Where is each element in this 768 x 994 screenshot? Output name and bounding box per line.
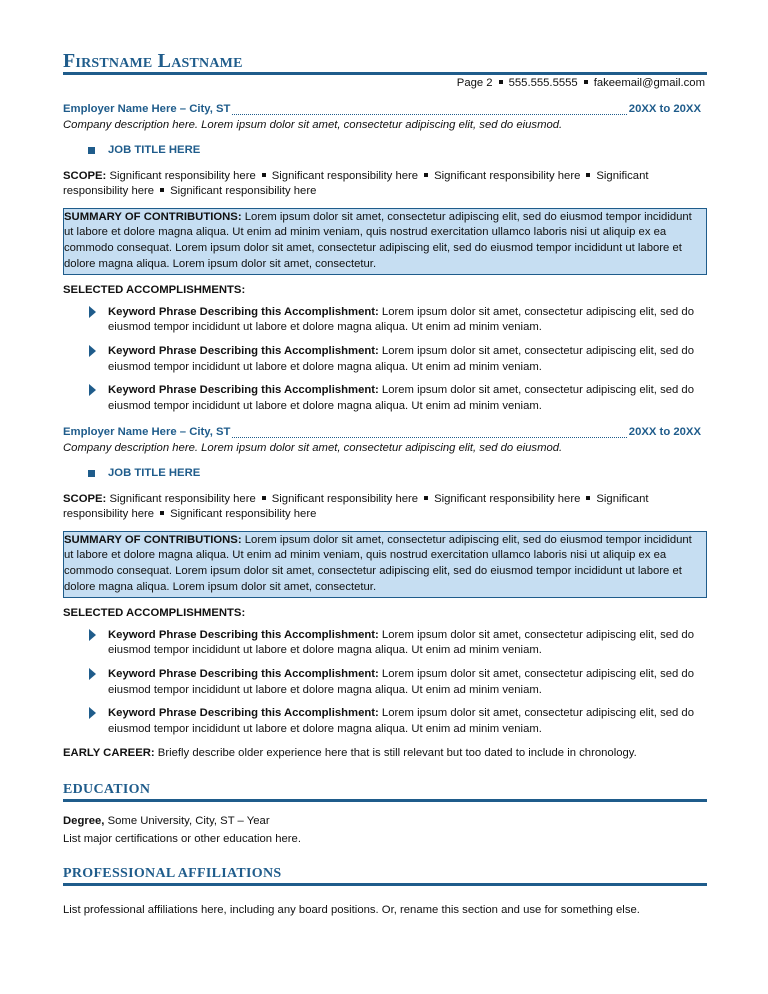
accomplishment-text: Lorem ipsum dolor sit amet, consectetur adipiscing elit, sed do eiusmod tempor incididunt ut labore et dolore magna aliqua. Ut enim ad minim veniam. bbox=[108, 344, 694, 373]
job-title-row bbox=[88, 143, 707, 159]
accomplishment-keyword: Keyword Phrase Describing this Accomplishment: bbox=[108, 344, 379, 357]
employer-name: Employer Name Here – City, ST bbox=[63, 426, 231, 438]
accomplishment-keyword: Keyword Phrase Describing this Accomplishment: bbox=[108, 628, 379, 641]
accomplishment-keyword: Keyword Phrase Describing this Accomplishment: bbox=[108, 305, 379, 318]
job-title-row bbox=[88, 466, 707, 482]
scope-label: SCOPE: bbox=[63, 169, 107, 182]
bullet-square-icon bbox=[424, 173, 428, 177]
early-career-label: EARLY CAREER: bbox=[63, 747, 155, 759]
triangle-bullet-icon bbox=[89, 306, 96, 318]
scope-item: Significant responsibility here bbox=[434, 169, 581, 182]
accomplishment-text: Lorem ipsum dolor sit amet, consectetur adipiscing elit, sed do eiusmod tempor incididunt ut labore et dolore magna aliqua. Ut enim ad minim veniam. bbox=[108, 667, 694, 696]
scope-item: Significant responsibility here bbox=[109, 169, 256, 182]
candidate-name: Firstname Lastname bbox=[63, 50, 243, 72]
employment-dates: 20XX to 20XX bbox=[628, 103, 701, 115]
degree-line bbox=[63, 814, 707, 830]
employer-name: Employer Name Here – City, ST bbox=[63, 103, 231, 115]
scope-item: Significant responsibility here bbox=[63, 492, 649, 521]
early-career bbox=[63, 746, 707, 762]
scope-item: Significant responsibility here bbox=[271, 492, 419, 505]
job-title: JOB TITLE HERE bbox=[108, 144, 201, 157]
scope-item: Significant responsibility here bbox=[63, 169, 649, 198]
accomplishments-heading: SELECTED ACCOMPLISHMENTS: bbox=[63, 284, 246, 297]
bullet-square-icon bbox=[499, 80, 503, 84]
education-rule bbox=[63, 799, 707, 802]
scope-item: Significant responsibility here bbox=[271, 169, 419, 182]
accomplishments-heading: SELECTED ACCOMPLISHMENTS: bbox=[63, 607, 246, 620]
certifications-line: List major certifications or other education here. bbox=[63, 832, 301, 845]
summary-text: Lorem ipsum dolor sit amet, consectetur adipiscing elit, sed do eiusmod tempor incididunt ut labore et dolore magna aliqua. Ut enim ad minim veniam, quis nostrud exercitation ullamco laboris nisi ut aliquip ex ea commodo consequat. Lorem ipsum dolor sit amet, consectetur adipiscing elit, sed do eiusmod tempor incididunt ut labore et dolore magna aliqua. Lorem ipsum dolor sit amet, consectetur. bbox=[64, 210, 692, 270]
education-section bbox=[63, 814, 707, 847]
scope-item: Significant responsibility here bbox=[434, 492, 581, 505]
page-number: Page 2 bbox=[456, 77, 493, 89]
early-career-text: Briefly describe older experience here that is still relevant but too dated to include in chronology. bbox=[154, 747, 637, 759]
triangle-bullet-icon bbox=[89, 629, 96, 641]
scope-paragraph bbox=[63, 169, 707, 200]
affiliations-text: List professional affiliations here, including any board positions. Or, rename this section and use for something else. bbox=[63, 904, 640, 916]
summary-box bbox=[63, 531, 707, 598]
job-entry-1 bbox=[63, 102, 707, 422]
affiliations-heading: PROFESSIONAL AFFILIATIONS bbox=[63, 866, 282, 881]
summary-box bbox=[63, 208, 707, 275]
bullet-square-icon bbox=[160, 188, 164, 192]
accomplishment-item bbox=[63, 305, 707, 336]
summary-label: SUMMARY OF CONTRIBUTIONS: bbox=[64, 533, 242, 546]
square-bullet-icon bbox=[88, 470, 95, 477]
bullet-square-icon bbox=[584, 80, 588, 84]
accomplishment-keyword: Keyword Phrase Describing this Accomplishment: bbox=[108, 707, 379, 720]
scope-paragraph bbox=[63, 492, 707, 523]
scope-item: Significant responsibility here bbox=[109, 492, 256, 505]
accomplishment-item bbox=[63, 706, 707, 737]
employer-line bbox=[63, 425, 707, 441]
summary-text: Lorem ipsum dolor sit amet, consectetur adipiscing elit, sed do eiusmod tempor incididunt ut labore et dolore magna aliqua. Ut enim ad minim veniam, quis nostrud exercitation ullamco laboris nisi ut aliquip ex ea commodo consequat. Lorem ipsum dolor sit amet, consectetur adipiscing elit, sed do eiusmod tempor incididunt ut labore et dolore magna aliqua. Lorem ipsum dolor sit amet, consectetur. bbox=[64, 533, 692, 593]
accomplishment-item bbox=[63, 383, 707, 414]
scope-item: Significant responsibility here bbox=[170, 508, 317, 521]
company-description: Company description here. Lorem ipsum dolor sit amet, consectetur adipiscing elit, sed do eiusmod. bbox=[63, 118, 563, 131]
dotted-leader bbox=[232, 437, 626, 438]
degree-label: Degree, bbox=[63, 815, 105, 827]
accomplishment-item bbox=[63, 628, 707, 659]
accomplishment-keyword: Keyword Phrase Describing this Accomplishment: bbox=[108, 384, 379, 397]
summary-label: SUMMARY OF CONTRIBUTIONS: bbox=[64, 210, 242, 223]
accomplishment-item bbox=[63, 667, 707, 698]
bullet-square-icon bbox=[262, 173, 266, 177]
triangle-bullet-icon bbox=[89, 668, 96, 680]
triangle-bullet-icon bbox=[89, 345, 96, 357]
bullet-square-icon bbox=[586, 496, 590, 500]
accomplishment-text: Lorem ipsum dolor sit amet, consectetur adipiscing elit, sed do eiusmod tempor incididunt ut labore et dolore magna aliqua. Ut enim ad minim veniam. bbox=[108, 305, 694, 334]
bullet-square-icon bbox=[586, 173, 590, 177]
scope-item: Significant responsibility here bbox=[170, 185, 317, 198]
job-title: JOB TITLE HERE bbox=[108, 467, 201, 480]
affiliations-rule bbox=[63, 883, 707, 886]
accomplishment-text: Lorem ipsum dolor sit amet, consectetur adipiscing elit, sed do eiusmod tempor incididunt ut labore et dolore magna aliqua. Ut enim ad minim veniam. bbox=[108, 707, 694, 735]
accomplishment-text: Lorem ipsum dolor sit amet, consectetur adipiscing elit, sed do eiusmod tempor incididunt ut labore et dolore magna aliqua. Ut enim ad minim veniam. bbox=[108, 628, 694, 657]
contact-line bbox=[457, 76, 705, 92]
header-rule bbox=[63, 72, 707, 75]
bullet-square-icon bbox=[424, 496, 428, 500]
degree-text: Some University, City, ST – Year bbox=[104, 815, 270, 827]
triangle-bullet-icon bbox=[89, 707, 96, 719]
company-description: Company description here. Lorem ipsum dolor sit amet, consectetur adipiscing elit, sed do eiusmod. bbox=[63, 441, 563, 454]
accomplishment-text: Lorem ipsum dolor sit amet, consectetur adipiscing elit, sed do eiusmod tempor incididunt ut labore et dolore magna aliqua. Ut enim ad minim veniam. bbox=[108, 384, 694, 412]
education-heading: EDUCATION bbox=[63, 782, 151, 797]
email: fakeemail@gmail.com bbox=[593, 77, 705, 89]
dotted-leader bbox=[232, 114, 626, 115]
job-entry-2 bbox=[63, 425, 707, 745]
bullet-square-icon bbox=[262, 496, 266, 500]
phone: 555.555.5555 bbox=[508, 77, 578, 89]
employment-dates: 20XX to 20XX bbox=[628, 426, 701, 438]
employer-line bbox=[63, 102, 707, 118]
scope-label: SCOPE: bbox=[63, 492, 107, 505]
accomplishments-list bbox=[63, 305, 707, 414]
square-bullet-icon bbox=[88, 147, 95, 154]
accomplishments-list bbox=[63, 628, 707, 737]
accomplishment-item bbox=[63, 344, 707, 375]
bullet-square-icon bbox=[160, 511, 164, 515]
triangle-bullet-icon bbox=[89, 384, 96, 396]
accomplishment-keyword: Keyword Phrase Describing this Accomplishment: bbox=[108, 667, 379, 680]
